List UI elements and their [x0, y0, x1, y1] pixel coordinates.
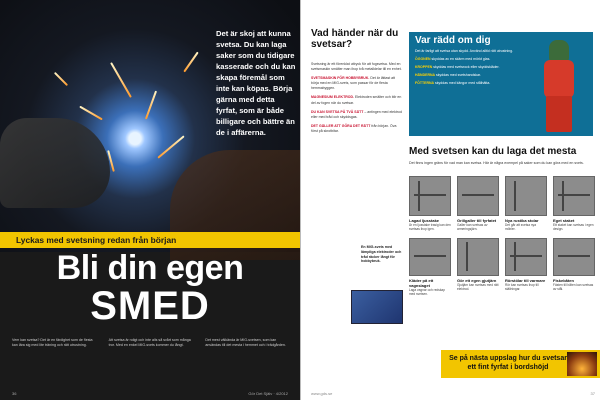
example-photo [553, 238, 595, 276]
body-column [205, 338, 292, 348]
example-desc: Rör kan svetsas ihop till ställningar. [505, 282, 539, 292]
section-title: Med svetsen kan du laga det mesta [409, 146, 577, 157]
protective-trousers [546, 96, 572, 132]
safety-label: FÖTTERNA [415, 81, 435, 86]
paragraph-text: skyddas av en skärm med mörkt glas. [431, 57, 491, 62]
protective-jacket [544, 60, 574, 98]
subhead: SVETSMASKIN FÖR HOBBYBRUK. [311, 76, 370, 81]
example-desc: Laga vagnar och redskap med svetsen. [409, 287, 445, 297]
example-photo [409, 238, 451, 276]
body-column [12, 338, 99, 348]
example-item [553, 176, 595, 232]
welding-machine-image [351, 290, 403, 324]
example-desc: Ett staket kan svetsas i egen design. [553, 223, 594, 232]
example-title: Eget staket [553, 218, 575, 223]
body-column [109, 338, 196, 348]
body-columns [12, 338, 292, 348]
safety-title: Var rädd om dig [415, 35, 491, 46]
spark [110, 62, 132, 98]
welder-in-protective-gear [533, 40, 585, 132]
paragraph-text: – antingen med elektrod eller med tråd och skyddsgas. [311, 109, 402, 119]
example-item [457, 238, 499, 297]
page-number: 37 [590, 391, 595, 396]
spark [145, 91, 157, 120]
paragraph [311, 62, 403, 72]
example-photo [505, 176, 547, 216]
example-desc: Är en ljusstake trasig kan den svetsas ihop igen. [409, 223, 451, 232]
subhead: MAGNESIUM ELEKTROD. [311, 95, 354, 100]
kicker-banner: Lyckas med svetsning redan från början [0, 232, 300, 248]
safety-text [415, 49, 525, 89]
intro-text: Det är skoj att kunna svetsa. Du kan laga saker som du tidigare kasserade och du kan skapa föremål som inte kan köpas. Börja gärna med detta fyrfat, som är både billigare och bättre än de i affärerna. [216, 29, 296, 137]
next-spread-promo [441, 350, 600, 378]
spark [54, 72, 68, 86]
example-title: Gör ett egen gjutjärn [457, 277, 497, 283]
paragraph [311, 110, 403, 120]
example-photo [457, 238, 499, 276]
headline [0, 250, 300, 326]
example-title: Fiskebåten [553, 277, 574, 283]
example-item [457, 176, 499, 232]
example-title: Lagad ljusstake [409, 218, 440, 223]
page-number: 36 [12, 391, 17, 396]
example-desc: Galler kan svetsas av armeringsjärn. [457, 223, 488, 232]
paragraph [415, 49, 525, 54]
paragraph-text: Det är farligt att svetsa utan skydd. Använd alltid rätt utrustning. [415, 49, 514, 53]
body-text: Det mest välkända är MIG-svetsen, som kan användas till det mesta i hemmet och i trädgården. [205, 338, 286, 347]
body-text: Vem kan svetsa? Det är en färdighet som de flesta kan lära sig med lite träning och rätt utrustning. [12, 338, 93, 347]
example-photo [409, 176, 451, 216]
paragraph [415, 65, 525, 70]
example-desc: Det går att svetsa nya möbler. [505, 223, 537, 232]
headline-line1: Bli din egen [56, 249, 244, 287]
welding-mask [549, 40, 569, 62]
paragraph [311, 124, 403, 134]
example-photo [457, 176, 499, 216]
example-photo [553, 176, 595, 216]
article-column [311, 62, 403, 138]
examples-grid [409, 176, 595, 297]
spark [157, 135, 184, 158]
paragraph [311, 95, 403, 105]
section-intro: Det finns ingen gräns för vad man kan svetsa. Här är några exempel på saker som du kan göra med en svets. [409, 161, 584, 165]
example-desc: Fästen till båten kan svetsas av stål. [553, 282, 594, 292]
paragraph-text: skyddas med kängor med stålhätta. [435, 81, 491, 86]
side-caption: En MIG-svets med lämpliga elektroder och tråd räcker långt för hobbybruk. [361, 245, 402, 264]
right-page [300, 0, 600, 400]
example-desc: Gjutjärn kan svetsas med rätt elektrod. [457, 282, 499, 292]
fire-pit-photo [567, 352, 597, 376]
paragraph-text: skyddas med svetsrock eller skyddskläder. [433, 65, 500, 70]
example-item [553, 238, 595, 297]
paragraph-text: från början. Öva först på skrotbitar. [311, 123, 397, 133]
example-title: Rörstölar till varmare [505, 277, 546, 283]
safety-label: KROPPEN [415, 65, 433, 70]
example-item [505, 238, 547, 297]
body-text: Att svetsa är roligt och inte alls så svårt som många tror. Med en enkel MIG-svets kommer du långt. [108, 338, 191, 347]
paragraph [415, 81, 525, 86]
safety-label: ÖGONEN [415, 57, 431, 62]
article-subtitle: Vad händer när du svetsar? [311, 28, 399, 50]
website: www.gds.se [311, 391, 333, 396]
safety-box [409, 32, 593, 136]
promo-text: Se på nästa uppslag hur du svetsar ett fint fyrfat i bordshöjd [449, 355, 567, 371]
magazine-issue: Gör Det Själv · 4/2012 [248, 391, 288, 396]
headline-line2: SMED [90, 284, 210, 328]
paragraph-text: Det är lättast att börja med en MIG-svets, som passar för de flesta hemmabyggen. [311, 76, 396, 91]
example-item [409, 176, 451, 232]
paragraph [311, 76, 403, 91]
example-item [409, 238, 451, 297]
right-footer [311, 391, 595, 396]
example-item [505, 176, 547, 232]
example-title: Grillgaller till fyrfatet [457, 218, 497, 223]
spark [183, 52, 198, 73]
paragraph [415, 73, 525, 78]
example-title: Nya rustika stolar [505, 218, 539, 223]
paragraph [415, 57, 525, 62]
subhead: DET GÄLLER ATT GÖRA DET RÄTT [311, 123, 371, 128]
left-footer [12, 391, 288, 396]
spark [79, 106, 103, 121]
paragraph-text: skyddas med svetshandskar. [436, 73, 481, 78]
safety-label: HÄNDERNA [415, 73, 436, 78]
example-photo [505, 238, 547, 276]
paragraph-text: Elektroden smälter och blir en del av fogen när du svetsar. [311, 95, 402, 105]
example-title: Kläder på ett vagnslaget [409, 277, 434, 288]
welding-glove [0, 118, 110, 208]
subhead: DU KAN SVETSA PÅ TVÅ SÄTT [311, 109, 364, 114]
paragraph-text: Svetsning är ett förenklat uttryck för att fogsvetsa. Med en svetsmaskin smälter man ihop två metalldelar till en enhet. [311, 62, 402, 72]
